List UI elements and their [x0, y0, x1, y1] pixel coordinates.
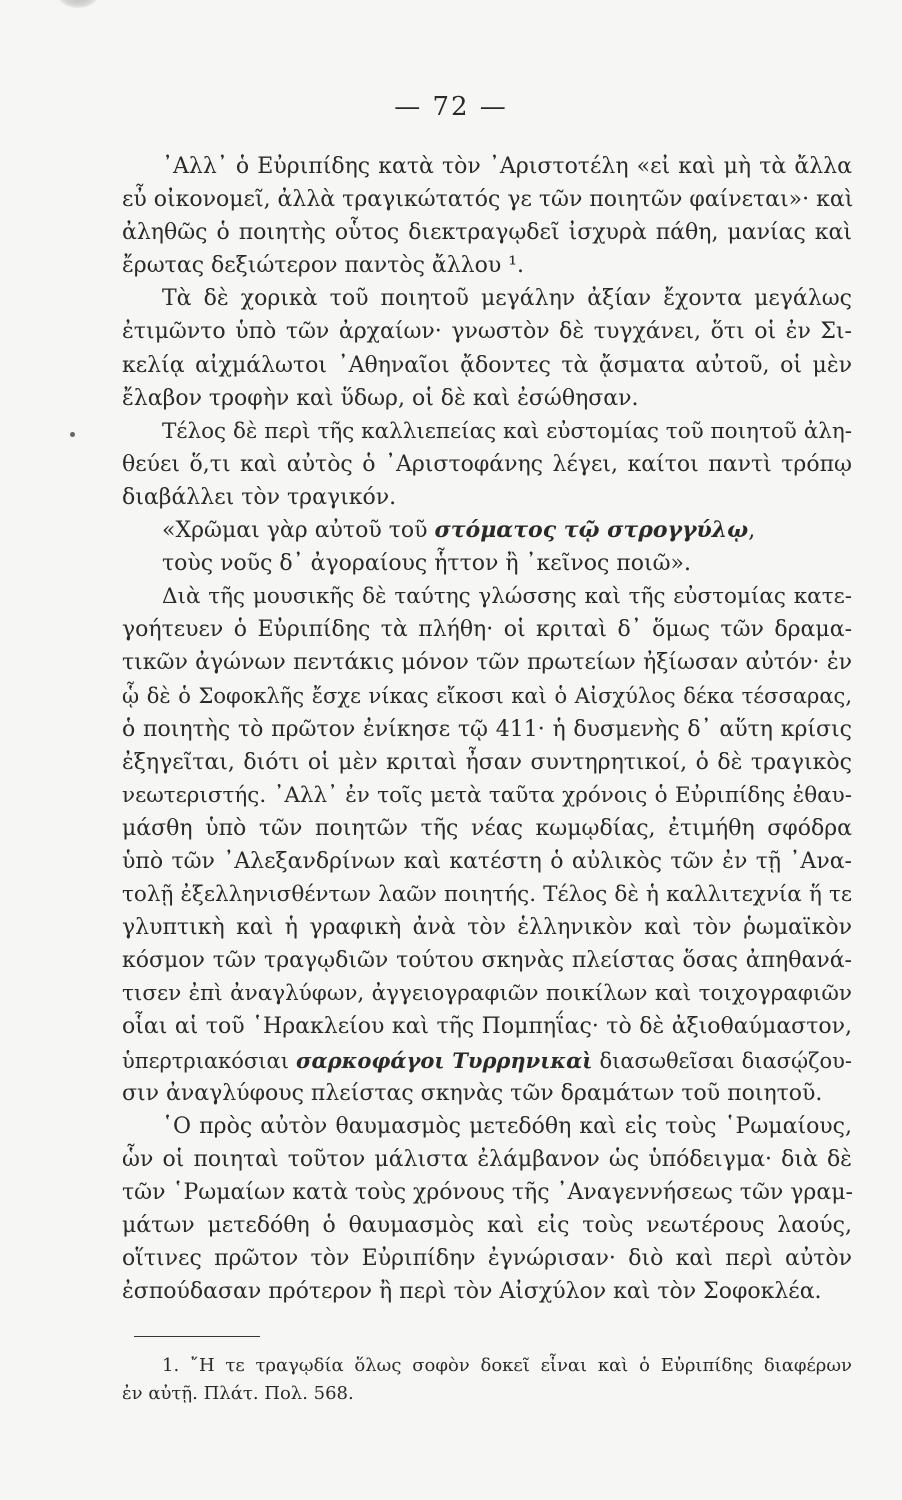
text-line: οἷαι αἱ τοῦ ῾Ηρακλείου καὶ τῆς Πομπηΐας· τὸ δὲ ἀξιοθαύμαστον,	[122, 1014, 852, 1040]
text-line: θεύει ὅ,τι καὶ αὐτὸς ὁ ᾿Αριστοφάνης λέγει, καίτοι παντὶ τρόπῳ	[122, 451, 852, 477]
text-line: εὖ οἰκονομεῖ, ἀλλὰ τραγικώτατός γε τῶν ποιητῶν φαίνεται»· καὶ	[122, 187, 854, 213]
footnote-line: 1. ῎Η τε τραγῳδία ὅλως σοφὸν δοκεῖ εἶναι καὶ ὁ Εὐριπίδης διαφέρων	[162, 1355, 852, 1376]
text-line: ῾Ο πρὸς αὐτὸν θαυμασμὸς μετεδόθη καὶ εἰς τοὺς ῾Ρωμαίους,	[162, 1113, 852, 1139]
page-number: — 72 —	[394, 92, 508, 122]
text-line: κελίᾳ αἰχμάλωτοι ᾿Αθηναῖοι ᾄδοντες τὰ ᾄσματα αὐτοῦ, οἱ μὲν	[122, 352, 852, 378]
text-line: διαβάλλει τὸν τραγικόν.	[122, 484, 397, 510]
text-segment: διασωθεῖσαι διασῴζου-	[592, 1048, 852, 1073]
quote-emphasis: στόματος τῷ στρογγύλῳ	[434, 517, 749, 544]
quote-line: τοὺς νοῦς δ᾿ ἀγοραίους ἧττον ἢ ᾿κεῖνος ποιῶ».	[162, 551, 691, 577]
text-line: γοήτευεν ὁ Εὐριπίδης τὰ πλήθη· οἱ κριταὶ δ᾿ ὅμως τῶν δραμα-	[122, 617, 852, 643]
text-line: ᾧ δὲ ὁ Σοφοκλῆς ἔσχε νίκας εἴκοσι καὶ ὁ Αἰσχύλος δέκα τέσσαρας,	[122, 683, 852, 708]
text-line: ὑπὸ τῶν ᾿Αλεξανδρίνων καὶ κατέστη ὁ αὐλικὸς τῶν ἐν τῇ ᾿Ανα-	[122, 848, 852, 874]
text-line: νεωτεριστής. ᾿Αλλ᾿ ἐν τοῖς μετὰ ταῦτα χρόνοις ὁ Εὐριπίδης ἐθαυ-	[122, 782, 852, 808]
margin-mark	[70, 432, 75, 437]
text-line: οἵτινες πρῶτον τὸν Εὐριπίδην ἐγνώρισαν· διὸ καὶ περὶ αὐτὸν	[122, 1246, 852, 1272]
text-line: ἔρωτας δεξιώτερον παντὸς ἄλλου ¹.	[122, 253, 525, 279]
footnote-rule	[134, 1336, 260, 1337]
text-line: ὧν οἱ ποιηταὶ τοῦτον μάλιστα ἐλάμβανον ὡς ὑπόδειγμα· διὰ δὲ	[122, 1146, 852, 1172]
text-line: ἔλαβον τροφὴν καὶ ὕδωρ, οἱ δὲ καὶ ἐσώθησαν.	[122, 385, 639, 411]
text-line: Τέλος δὲ περὶ τῆς καλλιεπείας καὶ εὐστομίας τοῦ ποιητοῦ ἀλη-	[162, 418, 852, 444]
text-line: μάσθη ὑπὸ τῶν ποιητῶν τῆς νέας κωμῳδίας, ἐτιμήθη σφόδρα	[122, 815, 852, 841]
text-line: κόσμον τῶν τραγῳδιῶν τούτου σκηνὰς πλείστας ὅσας ἀπηθανά-	[122, 948, 852, 974]
text-line: ἐτιμῶντο ὑπὸ τῶν ἀρχαίων· γνωστὸν δὲ τυγχάνει, ὅτι οἱ ἐν Σι-	[122, 319, 852, 345]
text-line: ἐξηγεῖται, διότι οἱ μὲν κριταὶ ἦσαν συντηρητικοί, ὁ δὲ τραγικὸς	[122, 749, 852, 775]
text-line: σιν ἀναγλύφους πλείστας σκηνὰς τῶν δραμάτων τοῦ ποιητοῦ.	[122, 1080, 823, 1106]
text-line: μάτων μετεδόθη ὁ θαυμασμὸς καὶ εἰς τοὺς νεωτέρους λαούς,	[122, 1213, 852, 1238]
ink-smudge	[58, 0, 98, 8]
text-segment: ὑπερτριακόσιαι	[122, 1048, 296, 1073]
text-emphasis: σαρκοφάγοι Τυρρηνικαὶ	[296, 1047, 593, 1073]
text-line	[122, 1044, 852, 1077]
text-line: τισεν ἐπὶ ἀναγλύφων, ἀγγειογραφιῶν ποικίλων καὶ τοιχογραφιῶν	[122, 981, 852, 1007]
text-line: τῶν ῾Ρωμαίων κατὰ τοὺς χρόνους τῆς ᾿Αναγεννήσεως τῶν γραμ-	[122, 1179, 853, 1205]
quote-line	[122, 514, 852, 547]
text-line: ὁ ποιητὴς τὸ πρῶτον ἐνίκησε τῷ 411· ἡ δυσμενὴς δ᾿ αὕτη κρίσις	[122, 716, 852, 742]
text-line: ᾿Αλλ᾿ ὁ Εὐριπίδης κατὰ τὸν ᾿Αριστοτέλη «εἰ καὶ μὴ τὰ ἄλλα	[162, 154, 852, 179]
text-line: ἐσπούδασαν πρότερον ἢ περὶ τὸν Αἰσχύλον καὶ τὸν Σοφοκλέα.	[122, 1279, 822, 1305]
text-line: τικῶν ἀγώνων πεντάκις μόνον τῶν πρωτείων ἠξίωσαν αὐτόν· ἐν	[122, 650, 852, 676]
body-text	[122, 150, 852, 1308]
text-line: ἀληθῶς ὁ ποιητὴς οὗτος διεκτραγῳδεῖ ἰσχυρὰ πάθη, μανίας καὶ	[122, 220, 852, 246]
footnote-line: ἐν αὐτῇ. Πλάτ. Πολ. 568.	[122, 1383, 354, 1404]
quote-text: ,	[748, 518, 756, 544]
text-line: Τὰ δὲ χορικὰ τοῦ ποιητοῦ μεγάλην ἀξίαν ἔχοντα μεγάλως	[162, 286, 852, 312]
text-line: Διὰ τῆς μουσικῆς δὲ ταύτης γλώσσης καὶ τῆς εὐστομίας κατε-	[162, 584, 852, 610]
quote-text: «Χρῶμαι γὰρ αὐτοῦ τοῦ	[162, 518, 435, 544]
text-line: γλυπτικὴ καὶ ἡ γραφικὴ ἀνὰ τὸν ἑλληνικὸν καὶ τὸν ῥωμαϊκὸν	[122, 915, 852, 941]
text-line: τολῇ ἐξελληνισθέντων λαῶν ποιητής. Τέλος δὲ ἡ καλλιτεχνία ἥ τε	[122, 882, 852, 908]
footnote	[122, 1352, 852, 1408]
